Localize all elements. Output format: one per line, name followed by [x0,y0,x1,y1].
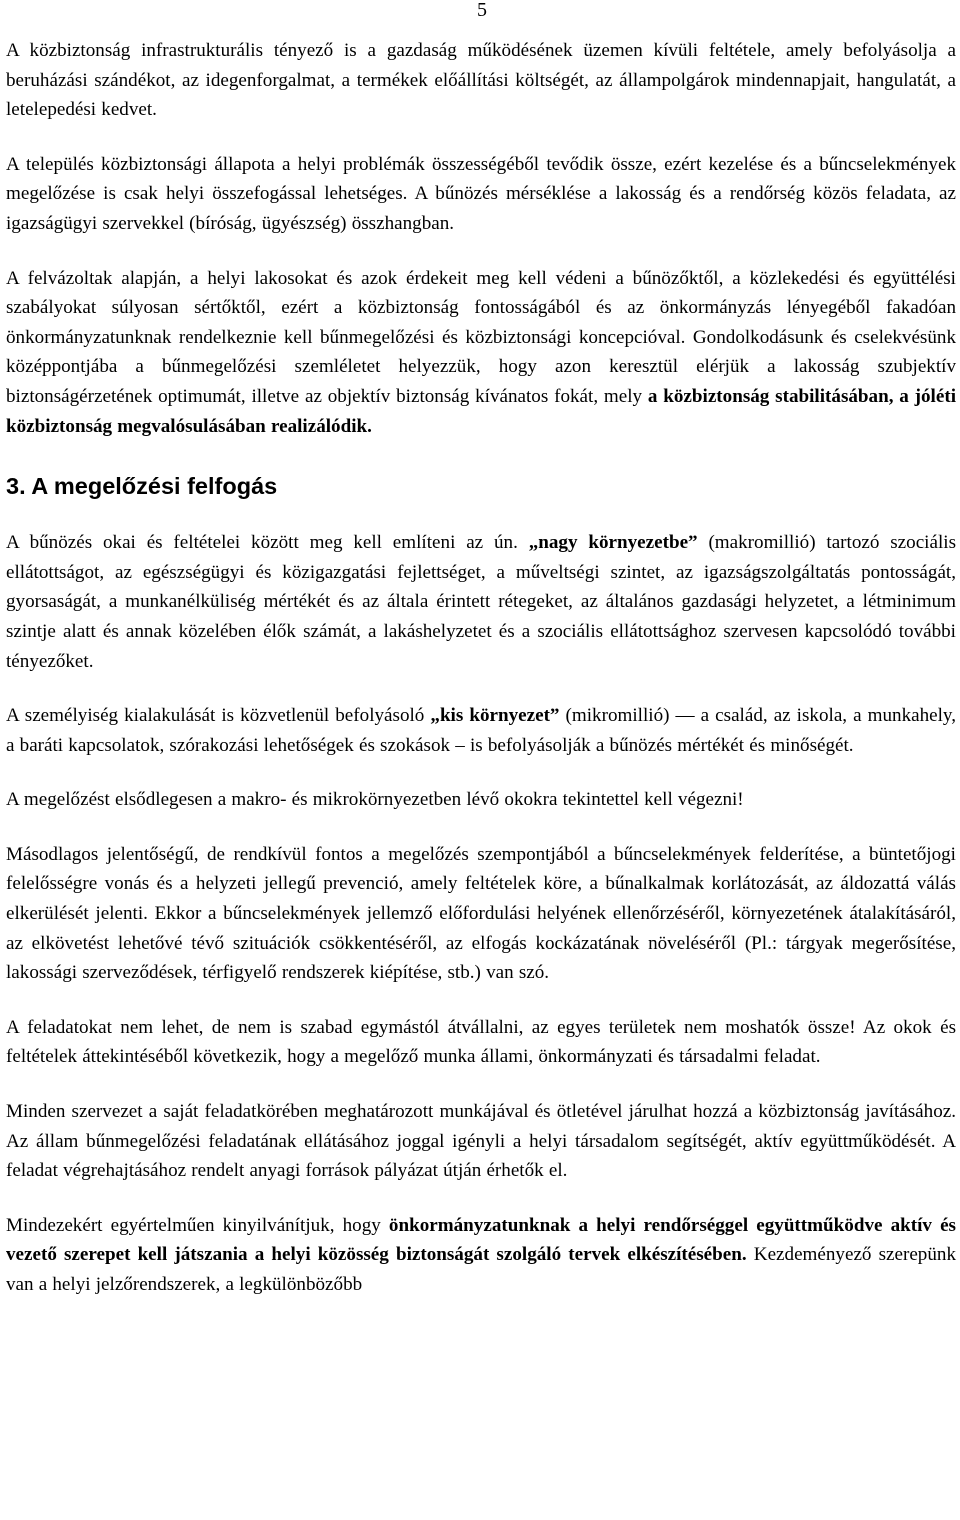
paragraph-5 [6,701,956,760]
paragraph-3 [6,264,956,442]
paragraph-4-after: (makromillió) tartozó szociális ellátottságot, az egészségügyi és közigazgatási fejlettséget, a műveltségi szintet, az igazságszolgáltatás pontosságát, gyorsaságát, a munkanélküliség mértékét és az általa érintett rétegeket, az általános gazdasági helyzetet, a létminimum szintje alatt és annak közelében élők számát, a lakáshelyzetet és a szociális ellátottsághoz szervesen kapcsolódó további tényezőket. [6,532,956,672]
paragraph-6: A megelőzést elsődlegesen a makro- és mikrokörnyezetben lévő okokra tekintettel kell végezni! [6,789,744,811]
paragraph-3-bold: a közbiztonság stabilitásában, a jóléti közbiztonság megvalósulásában realizálódik. [6,385,956,437]
paragraph-4-bold: „nagy környezetbe” [528,532,698,554]
paragraph-5-before: A személyiség kialakulását is közvetlenül befolyásoló [6,705,431,727]
paragraph-9: Minden szervezet a saját feladatkörében meghatározott munkájával és ötletével járulhat hozzá a közbiztonság javításához. Az állam bűnmegelőzési feladatának ellátásához joggal igényli a helyi társadalom segítségét, aktív együttműködését. A feladat végrehajtásához rendelt anyagi források pályázat útján érhetők el. [6,1101,956,1182]
paragraph-10-before: Mindezekért egyértelműen kinyilvánítjuk, hogy [6,1214,389,1236]
paragraph-4-before: A bűnözés okai és feltételei között meg kell említeni az ún. [6,532,529,554]
paragraph-4 [6,528,956,676]
paragraph-1: A közbiztonság infrastrukturális tényező is a gazdaság működésének üzemen kívüli feltétele, amely befolyásolja a beruházási szándékot, az idegenforgalmat, a termékek előállítási költségét, az állampolgárok mindennapjait, hangulatát, a letelepedési kedvet. [6,40,956,121]
paragraph-10-after: Kezdeményező szerepünk van a helyi jelzőrendszerek, a legkülönbözőbb [6,1244,956,1295]
page-number: 5 [477,0,487,21]
paragraph-2: A település közbiztonsági állapota a helyi problémák összességéből tevődik össze, ezért kezelése és a bűncselekmények megelőzése is csak helyi összefogással lehetséges. A bűnözés mérséklése a lakosság és a rendőrség közös feladata, az igazságügyi szervekkel (bíróság, ügyészség) összhangban. [6,153,956,234]
paragraph-10-bold: önkormányzatunknak a helyi rendőrséggel együttműködve aktív és vezető szerepet kell játszania a helyi közösség biztonságát szolgáló tervek elkészítésében. [6,1214,956,1266]
paragraph-3-text: A felvázoltak alapján, a helyi lakosokat és azok érdekeit meg kell védeni a bűnözőktől, a közlekedési és együttélési szabályokat súlyosan sértőktől, ezért a közbiztonság fontosságából és az önkormányzás lényegéből fakadóan önkormányzatunknak rendelkeznie kell bűnmegelőzési és közbiztonsági koncepcióval. Gondolkodásunk és cselekvésünk középpontjába a bűnmegelőzési szemléletet helyezzük, hogy azon keresztül elérjük a lakosság szubjektív biztonságérzetének optimumát, illetve az objektív biztonság kívánatos fokát, mely [6,267,956,407]
document-body [6,36,956,1325]
paragraph-10 [6,1211,956,1300]
paragraph-7: Másodlagos jelentőségű, de rendkívül fontos a megelőzés szempontjából a bűncselekmények felderítése, a büntetőjogi felelősségre vonás és a helyzeti jellegű prevenció, amely feltételek köre, a bűnalkalmak korlátozását, az áldozattá válás elkerülését jelenti. Ekkor a bűncselekmények jellemző előfordulási helyének ellenőrzéséről, környezetének átalakításáról, az elkövetést lehetővé tévő szituációk csökkentéséről, az elfogás kockázatának növeléséről (Pl.: tárgyak megerősítése, lakossági szerveződések, térfigyelő rendszerek kiépítése, stb.) van szó. [6,843,956,984]
section-heading: 3. A megelőzési felfogás [6,473,278,500]
paragraph-5-bold: „kis környezet” [430,705,560,727]
paragraph-5-after: (mikromillió) — a család, az iskola, a munkahely, a baráti kapcsolatok, szórakozási lehetőségek és szokások – is befolyásolják a bűnözés mértékét és minőségét. [6,705,957,756]
paragraph-8: A feladatokat nem lehet, de nem is szabad egymástól átvállalni, az egyes területek nem moshatók össze! Az okok és feltételek áttekintéséből következik, hogy a megelőző munka állami, önkormányzati és társadalmi feladat. [6,1016,956,1068]
